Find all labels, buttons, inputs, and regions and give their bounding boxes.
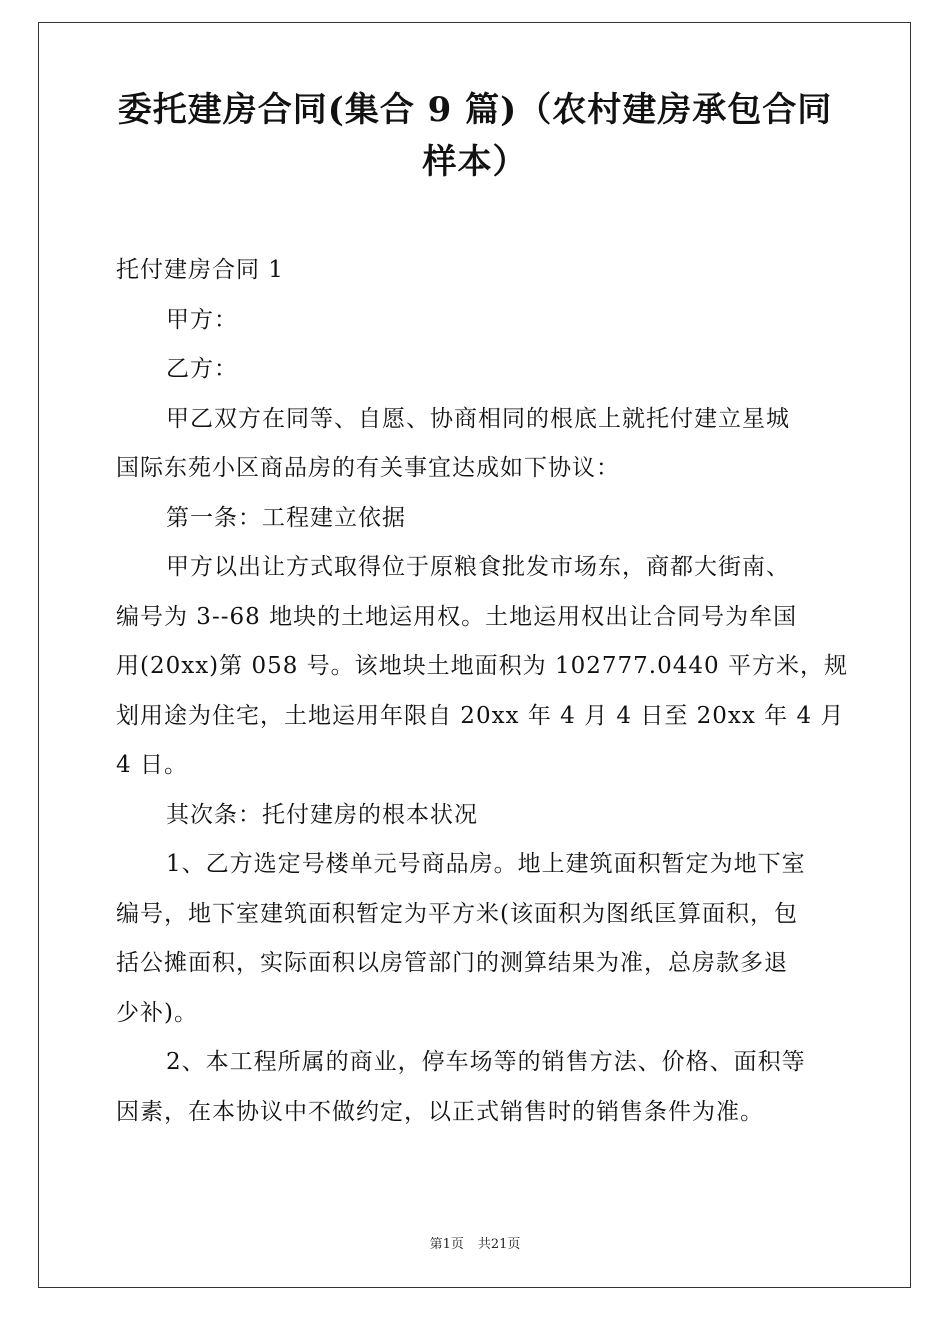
text-line: 甲方： xyxy=(166,306,238,333)
title-line: 委托建房合同(集合 9 篇)（农村建房承包合同 xyxy=(117,90,833,130)
text-line: 乙方： xyxy=(166,356,238,382)
text-line: 1、乙方选定号楼单元号商品房。地上建筑面积暂定为地下室 xyxy=(166,851,806,877)
title-line: 样本） xyxy=(422,142,528,182)
page-footer xyxy=(0,1233,950,1252)
text-line: 甲方以出让方式取得位于原粮食批发市场东，商都大街南、 xyxy=(166,554,790,580)
text-line: 甲乙双方在同等、自愿、协商相同的根底上就托付建立星城 xyxy=(166,405,790,432)
text-line: 编号为 3--68 地块的土地运用权。土地运用权出让合同号为牟国 xyxy=(116,603,798,630)
text-line: 2、本工程所属的商业，停车场等的销售方法、价格、面积等 xyxy=(166,1049,806,1075)
text-line: 编号，地下室建筑面积暂定为平方米(该面积为图纸匡算面积，包 xyxy=(116,900,798,927)
text-line: 因素，在本协议中不做约定，以正式销售时的销售条件为准。 xyxy=(116,1098,764,1125)
text-line: 少补)。 xyxy=(116,999,198,1026)
document-title xyxy=(60,84,890,188)
page-count: 共21页 xyxy=(477,1237,521,1252)
document-body xyxy=(116,246,848,1137)
text-line: 划用途为住宅，土地运用年限自 20xx 年 4 月 4 日至 20xx 年 4 月 xyxy=(116,702,845,729)
page-number: 第1页 xyxy=(429,1237,464,1252)
text-line: 括公摊面积，实际面积以房管部门的测算结果为准，总房款多退 xyxy=(116,950,788,976)
text-line: 第一条：工程建立依据 xyxy=(166,504,406,531)
text-line: 托付建房合同 1 xyxy=(116,257,284,283)
text-line: 国际东苑小区商品房的有关事宜达成如下协议： xyxy=(116,455,620,481)
text-line: 用(20xx)第 058 号。该地块土地面积为 102777.0440 平方米，规 xyxy=(116,653,848,679)
text-line: 4 日。 xyxy=(116,752,188,778)
text-line: 其次条：托付建房的根本状况 xyxy=(166,801,478,828)
